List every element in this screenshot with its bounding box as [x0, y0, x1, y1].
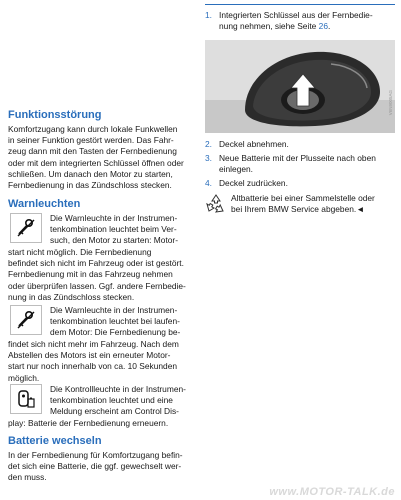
- step-1-line1: Integrierten Schlüssel aus der Fernbedie-: [219, 10, 373, 20]
- key-warning-icon: [10, 213, 42, 243]
- funktionsstoerung-body: [8, 124, 198, 191]
- step-4-number: 4.: [205, 178, 212, 188]
- step-3-line2: einlegen.: [219, 164, 253, 175]
- warn2-full: [8, 339, 198, 384]
- recycling-line1: Altbatterie bei einer Sammelstelle oder: [231, 193, 375, 203]
- step-1-text: [219, 10, 397, 32]
- step-1-line2-prefix: nung nehmen, siehe Seite: [219, 21, 319, 32]
- text-line: zeug dann mit den Tasten der Fernbedienung: [8, 146, 177, 157]
- text-line: schließen. Um danach den Motor zu starten,: [8, 168, 173, 179]
- recycling-note: [231, 193, 395, 215]
- heading-funktionsstoerung: Funktionsstörung: [8, 109, 102, 121]
- text-line: den muss.: [8, 472, 47, 483]
- text-line: befindet sich nicht im Fahrzeug oder ist gestört.: [8, 258, 184, 269]
- recycling-line2: bei Ihrem BMW Service abgeben.◄: [231, 204, 365, 215]
- photo-code: V6N9005AG: [388, 90, 393, 116]
- key-warning-icon-2: [10, 305, 42, 335]
- text-line: Die Warnleuchte in der Instrumen-: [50, 305, 178, 315]
- batterie-body: [8, 450, 198, 484]
- text-line: In der Fernbedienung für Komfortzugang befin-: [8, 450, 183, 460]
- text-line: möglich.: [8, 372, 40, 383]
- warn3-full: [8, 418, 198, 429]
- key-fob-photo: [205, 40, 395, 133]
- text-line: such, den Motor zu starten: Motor-: [50, 235, 179, 246]
- text-line: Fernbedienung in das Zündschloss stecken.: [8, 180, 172, 191]
- text-line: nung in das Zündschloss stecken.: [8, 291, 135, 302]
- step-3-text: [219, 153, 397, 175]
- text-line: findet sich nicht mehr im Fahrzeug. Nach dem: [8, 339, 179, 349]
- text-line: start nicht möglich. Die Fernbedienung: [8, 247, 152, 257]
- text-line: Meldung erscheint am Control Dis-: [50, 406, 179, 417]
- text-line: Die Kontrollleuchte in der Instrumen-: [50, 384, 186, 394]
- text-line: in seiner Funktion gestört werden. Das Fahr-: [8, 135, 174, 146]
- top-rule: [205, 4, 395, 5]
- text-line: Abstellen des Motors ist ein erneuter Motor-: [8, 350, 171, 361]
- text-line: oder überprüfen lassen. Ggf. andere Fernbedie-: [8, 280, 186, 291]
- text-line: Die Warnleuchte in der Instrumen-: [50, 213, 178, 223]
- text-line: tenkombination leuchtet beim Ver-: [50, 224, 177, 235]
- step-1: [205, 10, 395, 32]
- step-4: [205, 178, 395, 189]
- step-3-number: 3.: [205, 153, 212, 163]
- warn2-beside: [50, 305, 198, 339]
- step-4-text: Deckel zudrücken.: [219, 178, 288, 188]
- watermark: www.MOTOR-TALK.de: [269, 486, 395, 498]
- remote-battery-icon: [10, 384, 42, 414]
- step-2: [205, 139, 395, 150]
- text-line: dem Motor: Die Fernbedienung be-: [50, 327, 181, 338]
- step-1-line2-suffix: .: [327, 21, 331, 32]
- heading-warnleuchten: Warnleuchten: [8, 198, 81, 210]
- text-line: tenkombination leuchtet und eine: [50, 395, 173, 406]
- warn3-beside: [50, 384, 198, 418]
- text-line: play: Batterie der Fernbedienung erneuern.: [8, 418, 169, 428]
- step-2-text: Deckel abnehmen.: [219, 139, 289, 149]
- step-3-line1: Neue Batterie mit der Plusseite nach oben: [219, 153, 376, 163]
- text-line: tenkombination leuchtet bei laufen-: [50, 316, 180, 327]
- step-1-number: 1.: [205, 10, 212, 20]
- text-line: Komfortzugang kann durch lokale Funkwellen: [8, 124, 178, 134]
- page-link-26[interactable]: 26: [318, 21, 328, 32]
- recycling-icon: [205, 193, 227, 215]
- key-fob-illustration: [205, 40, 395, 133]
- step-3: [205, 153, 395, 175]
- warn1-full: [8, 247, 198, 303]
- warn1-beside: [50, 213, 198, 247]
- heading-batterie-wechseln: Batterie wechseln: [8, 435, 102, 447]
- text-line: Fernbedienung mit in das Fahrzeug nehmen: [8, 269, 173, 280]
- text-line: oder mit dem integrierten Schlüssel öffnen oder: [8, 157, 184, 168]
- step-2-number: 2.: [205, 139, 212, 149]
- text-line: det sich eine Batterie, die ggf. gewechselt wer-: [8, 461, 182, 472]
- text-line: start nur noch innerhalb von ca. 10 Sekunden: [8, 361, 178, 372]
